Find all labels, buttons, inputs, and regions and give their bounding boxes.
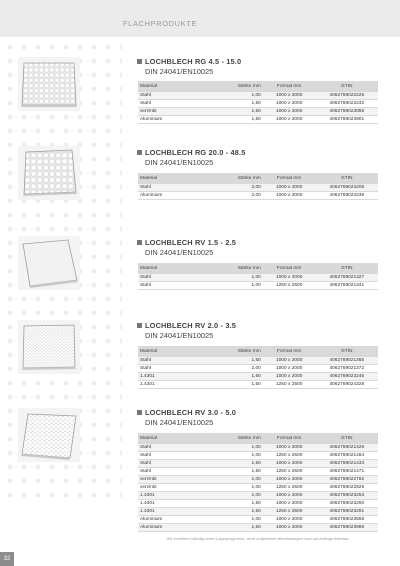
column-header: Stärke mm [229, 346, 263, 357]
column-header: GTIN [316, 263, 378, 274]
section-heading [137, 408, 236, 427]
column-header: GTIN [316, 433, 378, 444]
cell: 2,00 [229, 365, 263, 373]
perforated-sheet-image [18, 408, 80, 462]
table-row [138, 192, 378, 200]
cell: 1,00 [229, 476, 263, 484]
column-header: GTIN [316, 81, 378, 92]
cell: 4062769021433 [316, 460, 378, 468]
footnote: Wir erweitern ständig unser Lagerprogramm, nicht aufgeführte Abmessungen sind auf Anfrage lieferbar. [166, 536, 350, 541]
table-header-row [138, 346, 378, 357]
cell: 1000 x 2000 [263, 500, 316, 508]
cell: 1250 x 2500 [263, 282, 316, 290]
cell: 1000 x 2000 [263, 524, 316, 532]
cell: Stahl [138, 184, 229, 192]
table-header-row [138, 433, 378, 444]
cell: 1.4301 [138, 381, 229, 389]
cell: 1,50 [229, 100, 263, 108]
cell: 4062769023253 [316, 492, 378, 500]
cell: 1,50 [229, 373, 263, 381]
cell: 1,50 [229, 381, 263, 389]
cell: Aluminium [138, 516, 229, 524]
table-row [138, 452, 378, 460]
perforated-sheet-image [18, 320, 80, 374]
table-row [138, 460, 378, 468]
cell: Stahl [138, 460, 229, 468]
cell: 1000 x 2000 [263, 192, 316, 200]
table-row [138, 500, 378, 508]
cell: 4062769023246 [316, 373, 378, 381]
cell: Aluminium [138, 524, 229, 532]
table-row [138, 282, 378, 290]
section-title: LOCHBLECH RV 2.0 - 3.5 [145, 321, 237, 330]
cell: 4062769023055 [316, 108, 378, 116]
section-subtitle: DIN 24041/EN10025 [145, 418, 214, 427]
table-row [138, 381, 378, 389]
perforated-sheet-image [18, 236, 80, 290]
cell: 4062769024205 [316, 184, 378, 192]
product-table [138, 173, 378, 200]
table-row [138, 476, 378, 484]
cell: 1,00 [229, 516, 263, 524]
cell: Stahl [138, 100, 229, 108]
cell: 1000 x 2000 [263, 100, 316, 108]
table-row [138, 492, 378, 500]
cell: 1,50 [229, 508, 263, 516]
cell: 1000 x 2000 [263, 365, 316, 373]
section-title: LOCHBLECH RV 1.5 - 2.5 [145, 238, 237, 247]
table-row [138, 468, 378, 476]
cell: 1,50 [229, 524, 263, 532]
cell: verzinkt [138, 108, 229, 116]
bullet-square-icon [137, 59, 142, 64]
bullet-square-icon [137, 323, 142, 328]
column-header: Format mm [263, 263, 316, 274]
cell: Stahl [138, 357, 229, 365]
table-row [138, 373, 378, 381]
cell: 1,50 [229, 460, 263, 468]
table-header-row [138, 173, 378, 184]
table-row [138, 508, 378, 516]
cell: 1,50 [229, 500, 263, 508]
cell: 1000 x 2000 [263, 460, 316, 468]
cell: 4062769022225 [316, 92, 378, 100]
cell: Aluminium [138, 192, 229, 200]
column-header: Format mm [263, 346, 316, 357]
section-heading [137, 148, 246, 167]
cell: verzinkt [138, 476, 229, 484]
column-header: Stärke mm [229, 263, 263, 274]
cell: 4062769024328 [316, 381, 378, 389]
cell: 4062769021464 [316, 452, 378, 460]
section-subtitle: DIN 24041/EN10025 [145, 248, 214, 257]
table-row [138, 524, 378, 532]
cell: 4062769023291 [316, 508, 378, 516]
cell: 1000 x 2000 [263, 184, 316, 192]
cell: 1.4301 [138, 508, 229, 516]
table-row [138, 365, 378, 373]
section-title: LOCHBLECH RG 4.5 - 15.0 [145, 57, 242, 66]
cell: 1,50 [229, 468, 263, 476]
cell: 1,00 [229, 444, 263, 452]
section-title: LOCHBLECH RG 20.0 - 48.5 [145, 148, 246, 157]
cell: 1,00 [229, 492, 263, 500]
cell: 4062769023260 [316, 500, 378, 508]
cell: 1000 x 2000 [263, 492, 316, 500]
column-header: Material [138, 81, 229, 92]
column-header: Stärke mm [229, 81, 263, 92]
section-subtitle: DIN 24041/EN10025 [145, 158, 214, 167]
column-header: Stärke mm [229, 433, 263, 444]
column-header: Format mm [263, 433, 316, 444]
column-header: Material [138, 263, 229, 274]
cell: 1,00 [229, 484, 263, 492]
bullet-square-icon [137, 410, 142, 415]
cell: 4062769021426 [316, 444, 378, 452]
cell: 2,00 [229, 192, 263, 200]
cell: 1,50 [229, 357, 263, 365]
cell: verzinkt [138, 484, 229, 492]
page-number: 32 [0, 552, 14, 566]
cell: 1250 x 2500 [263, 381, 316, 389]
bullet-square-icon [137, 240, 142, 245]
cell: 1000 x 2000 [263, 476, 316, 484]
section-heading [137, 57, 241, 76]
table-row [138, 100, 378, 108]
cell: Stahl [138, 444, 229, 452]
cell: 2,00 [229, 184, 263, 192]
column-header: Stärke mm [229, 173, 263, 184]
cell: Stahl [138, 452, 229, 460]
table-row [138, 274, 378, 282]
cell: 1,50 [229, 108, 263, 116]
table-row [138, 357, 378, 365]
cell: 1250 x 2500 [263, 468, 316, 476]
table-header-row [138, 263, 378, 274]
column-header: GTIN [316, 173, 378, 184]
product-table [138, 433, 378, 532]
table-row [138, 92, 378, 100]
cell: 4062769022232 [316, 100, 378, 108]
cell: 1000 x 2000 [263, 516, 316, 524]
cell: 4062769021471 [316, 468, 378, 476]
cell: 4062769024236 [316, 192, 378, 200]
cell: Aluminium [138, 116, 229, 124]
cell: Stahl [138, 365, 229, 373]
column-header: Format mm [263, 173, 316, 184]
cell: 4062769021365 [316, 357, 378, 365]
column-header: Format mm [263, 81, 316, 92]
cell: 4062769021372 [316, 365, 378, 373]
bullet-square-icon [137, 150, 142, 155]
table-row [138, 108, 378, 116]
cell: 1000 x 2000 [263, 274, 316, 282]
cell: 4062769023658 [316, 516, 378, 524]
product-table [138, 81, 378, 124]
cell: 1,50 [229, 116, 263, 124]
cell: 1250 x 2500 [263, 452, 316, 460]
cell: 1000 x 2000 [263, 116, 316, 124]
section-heading [137, 321, 236, 340]
column-header: Material [138, 173, 229, 184]
cell: 1000 x 2000 [263, 108, 316, 116]
cell: 1000 x 2000 [263, 357, 316, 365]
section-subtitle: DIN 24041/EN10025 [145, 67, 214, 76]
section-title: LOCHBLECH RV 3.0 - 5.0 [145, 408, 237, 417]
cell: 4062769021341 [316, 282, 378, 290]
page-header [0, 0, 400, 37]
cell: Stahl [138, 468, 229, 476]
cell: Stahl [138, 92, 229, 100]
table-row [138, 484, 378, 492]
cell: 1,00 [229, 92, 263, 100]
cell: 1250 x 2500 [263, 484, 316, 492]
cell: 1.4301 [138, 373, 229, 381]
column-header: Material [138, 346, 229, 357]
cell: 1,00 [229, 274, 263, 282]
cell: 1.4301 [138, 500, 229, 508]
page-title: FLACHPRODUKTE [123, 19, 198, 28]
column-header: GTIN [316, 346, 378, 357]
cell: 1000 x 2000 [263, 92, 316, 100]
table-row [138, 516, 378, 524]
column-header: Material [138, 433, 229, 444]
cell: 1,00 [229, 452, 263, 460]
section-subtitle: DIN 24041/EN10025 [145, 331, 214, 340]
cell: 1000 x 2000 [263, 444, 316, 452]
cell: 4062769021327 [316, 274, 378, 282]
table-row [138, 444, 378, 452]
table-header-row [138, 81, 378, 92]
product-table [138, 346, 378, 389]
table-row [138, 184, 378, 192]
cell: 4062769022782 [316, 476, 378, 484]
cell: 1250 x 2500 [263, 508, 316, 516]
section-heading [137, 238, 236, 257]
product-table [138, 263, 378, 290]
cell: Stahl [138, 282, 229, 290]
cell: 4062769022829 [316, 484, 378, 492]
cell: 1.4301 [138, 492, 229, 500]
cell: 1,00 [229, 282, 263, 290]
perforated-sheet-image [18, 57, 80, 111]
table-row [138, 116, 378, 124]
cell: 4062769023986 [316, 524, 378, 532]
perforated-sheet-image [18, 146, 80, 200]
cell: 4062769023901 [316, 116, 378, 124]
cell: 1000 x 2000 [263, 373, 316, 381]
cell: Stahl [138, 274, 229, 282]
